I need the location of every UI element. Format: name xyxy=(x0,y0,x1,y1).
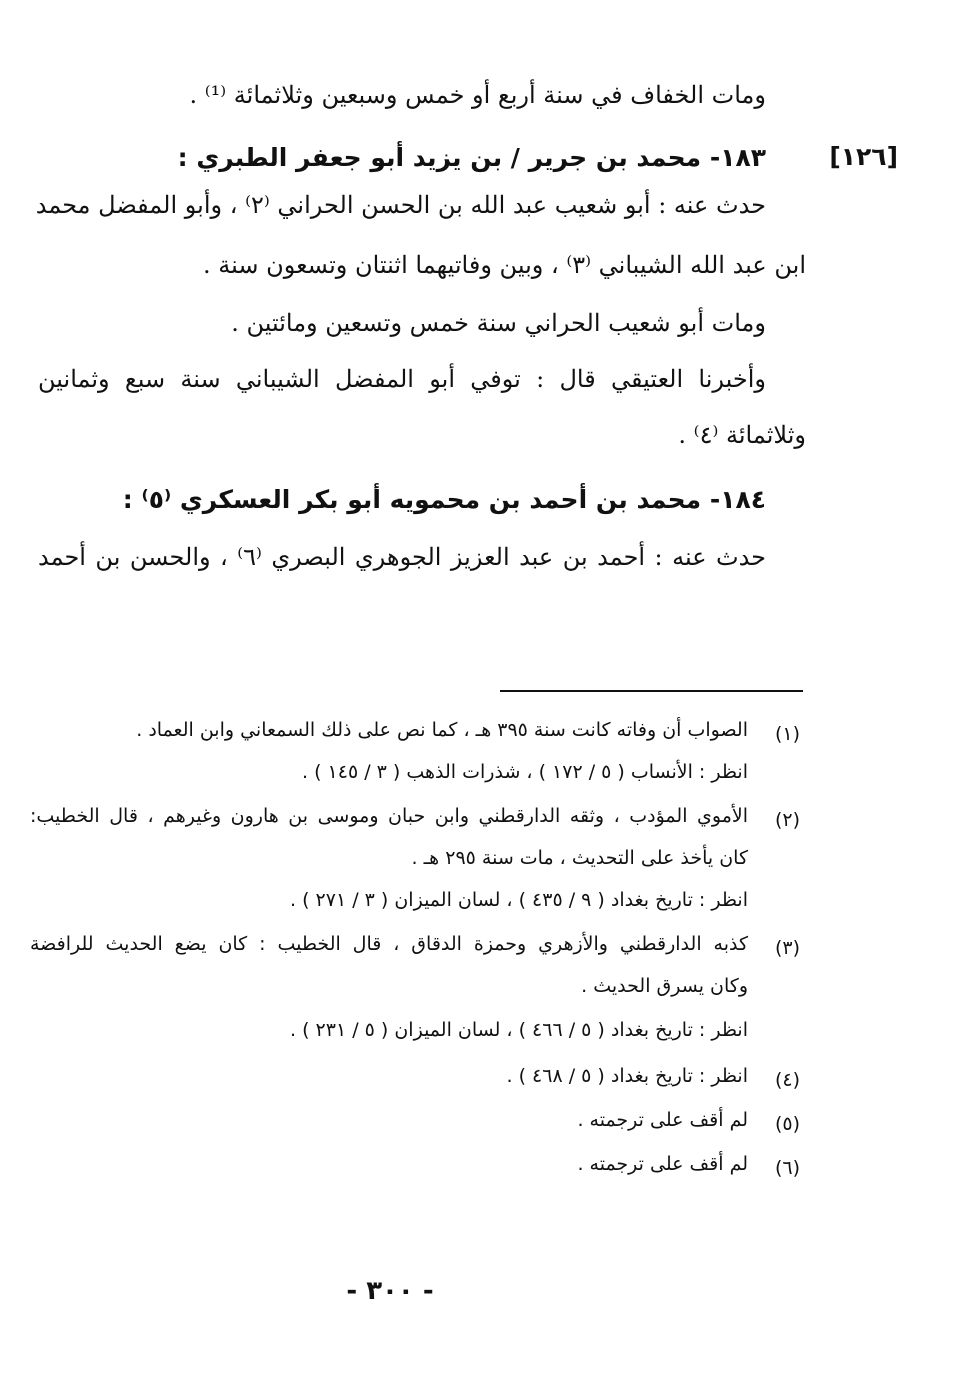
body-line-7: حدث عنه : أحمد بن عبد العزيز الجوهري البصري ⁽٦⁾ ، والحسن بن أحمد xyxy=(38,543,766,571)
footnote-2-number: (٢) xyxy=(774,809,800,831)
footnote-2-line-2: كان يأخذ على التحديث ، مات سنة ٢٩٥ هـ . xyxy=(411,847,748,869)
footnote-4-number: (٤) xyxy=(774,1069,800,1091)
body-line-1: ومات الخفاف في سنة أربع أو خمس وسبعين وثلاثمائة ⁽¹⁾ . xyxy=(189,81,766,109)
footnote-1-number: (١) xyxy=(774,723,800,745)
page-number: - ٣٠٠ - xyxy=(346,1276,434,1306)
body-line-2: حدث عنه : أبو شعيب عبد الله بن الحسن الحراني ⁽٢⁾ ، وأبو المفضل محمد xyxy=(35,191,766,219)
footnote-2-line-1: الأموي المؤدب ، وثقه الدارقطني وابن حبان وموسى بن هارون وغيرهم ، قال الخطيب: xyxy=(30,805,748,827)
body-line-4: ومات أبو شعيب الحراني سنة خمس وتسعين ومائتين . xyxy=(231,309,766,337)
entry-184-title: ١٨٤- محمد بن أحمد بن محمويه أبو بكر العسكري ⁽٥⁾ : xyxy=(122,485,766,514)
body-line-6: وثلاثمائة ⁽٤⁾ . xyxy=(678,421,806,449)
footnote-4-line-1: انظر : تاريخ بغداد ( ٥ / ٤٦٨ ) . xyxy=(506,1065,748,1087)
footnote-3-line-2: وكان يسرق الحديث . xyxy=(581,975,748,997)
footnote-5-line-1: لم أقف على ترجمته . xyxy=(577,1109,748,1131)
body-line-3: ابن عبد الله الشيباني ⁽٣⁾ ، وبين وفاتيهما اثنتان وتسعون سنة . xyxy=(202,251,806,279)
footnote-3-number: (٣) xyxy=(774,937,800,959)
footnote-2-line-3: انظر : تاريخ بغداد ( ٩ / ٤٣٥ ) ، لسان الميزان ( ٣ / ٢٧١ ) . xyxy=(290,889,748,911)
footnote-3-line-1: كذبه الدارقطني والأزهري وحمزة الدقاق ، قال الخطيب : كان يضع الحديث للرافضة xyxy=(30,933,748,955)
footnote-3-line-3: انظر : تاريخ بغداد ( ٥ / ٤٦٦ ) ، لسان الميزان ( ٥ / ٢٣١ ) . xyxy=(290,1019,748,1041)
margin-reference: [١٢٦] xyxy=(829,142,898,171)
footnote-1-line-1: الصواب أن وفاته كانت سنة ٣٩٥ هـ ، كما نص على ذلك السمعاني وابن العماد . xyxy=(136,719,748,741)
entry-183-title: ١٨٣- محمد بن جرير / بن يزيد أبو جعفر الطبري : xyxy=(177,143,766,172)
footnote-6-number: (٦) xyxy=(774,1157,800,1179)
footnote-5-number: (٥) xyxy=(774,1113,800,1135)
footnote-separator xyxy=(500,690,803,692)
footnote-6-line-1: لم أقف على ترجمته . xyxy=(577,1153,748,1175)
body-line-5: وأخبرنا العتيقي قال : توفي أبو المفضل الشيباني سنة سبع وثمانين xyxy=(38,365,766,393)
footnote-1-line-2: انظر : الأنساب ( ٥ / ١٧٢ ) ، شذرات الذهب ( ٣ / ١٤٥ ) . xyxy=(302,761,748,783)
